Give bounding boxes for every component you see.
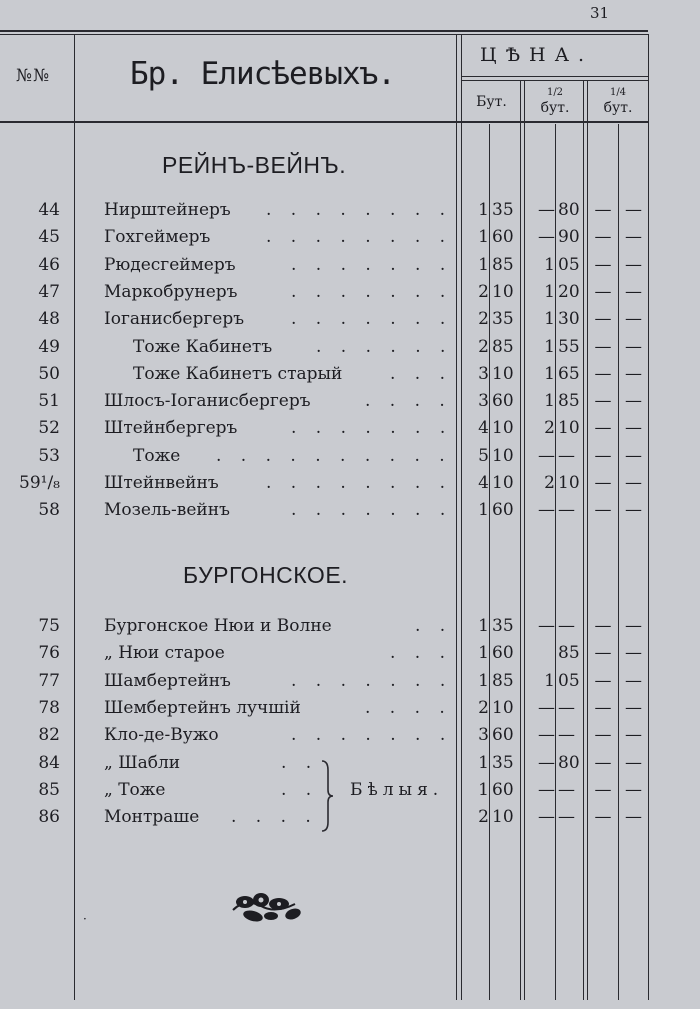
bottle-kopecks: 60 (492, 779, 514, 800)
margin-dot: · (83, 912, 87, 926)
half-rubles: — (538, 779, 555, 800)
half-rubles: 1 (544, 254, 555, 275)
half-kopecks: — (558, 725, 575, 746)
bottle-rubles: 1 (478, 200, 489, 220)
leader-dots: . . . . . . . (291, 254, 453, 275)
leader-dots: . . . . . . . (291, 500, 453, 521)
leader-dots: . . (281, 779, 319, 800)
price-header: ЦѢНА. (480, 44, 594, 66)
bottle-rubles: 3 (478, 363, 489, 384)
half-kopecks: — (558, 500, 575, 521)
list-item (0, 337, 700, 364)
leader-dots: . . . . . . . (291, 418, 453, 439)
half-kopecks: 80 (558, 200, 580, 220)
item-number: 82 (38, 725, 60, 746)
bottle-kopecks: 85 (492, 254, 514, 275)
item-number: 47 (38, 281, 60, 302)
item-number: 49 (38, 336, 60, 357)
bottle-kopecks: 10 (492, 697, 514, 718)
quarter-rubles: — (594, 697, 612, 718)
half-rubles: — (538, 227, 555, 248)
quarter-kopecks: — (625, 281, 642, 302)
quarter-kopecks: — (625, 254, 642, 275)
quarter-rubles: — (594, 363, 612, 384)
list-item (0, 473, 700, 500)
leader-dots: . . . . . . (316, 336, 453, 357)
col-half-fraction: 1/2 (546, 87, 564, 98)
half-kopecks: 30 (558, 309, 580, 330)
half-kopecks: 65 (558, 363, 580, 384)
quarter-rubles: — (594, 281, 612, 302)
leader-dots: . . . (390, 363, 453, 384)
quarter-kopecks: — (625, 807, 642, 828)
quarter-rubles: — (594, 616, 612, 636)
bottle-rubles: 1 (478, 643, 489, 664)
bottle-kopecks: 35 (492, 752, 514, 773)
col-quarter-header: бут. (603, 100, 633, 116)
leader-dots: . . . . . . . . (266, 473, 453, 493)
list-item (0, 725, 700, 752)
quarter-kopecks: — (625, 697, 642, 718)
half-kopecks: 10 (558, 473, 580, 493)
bottle-kopecks: 10 (492, 281, 514, 302)
half-rubles: — (538, 725, 555, 746)
white-wines-brace (320, 760, 334, 832)
half-rubles: 1 (544, 670, 555, 691)
list-item (0, 309, 700, 336)
list-item (0, 807, 700, 834)
quarter-rubles: — (594, 200, 612, 220)
half-rubles: 2 (544, 418, 555, 439)
bottle-kopecks: 60 (492, 500, 514, 521)
half-kopecks: — (558, 697, 575, 718)
quarter-kopecks: — (625, 391, 642, 412)
leader-dots: . . . . . . . . . . (216, 445, 452, 466)
bottle-kopecks: 60 (492, 643, 514, 664)
item-number: 78 (38, 697, 60, 718)
item-name: „ Нюи старое (104, 643, 225, 664)
quarter-kopecks: — (625, 643, 642, 664)
leader-dots: . . . . . . . . (266, 200, 453, 220)
bottle-rubles: 2 (478, 281, 489, 302)
quarter-kopecks: — (625, 725, 642, 746)
leader-dots: . . . . . . . (291, 281, 453, 302)
half-rubles: — (538, 500, 555, 521)
item-number: 75 (38, 616, 60, 636)
bottle-kopecks: 10 (492, 445, 514, 466)
half-kopecks: 85 (558, 391, 580, 412)
quarter-rubles: — (594, 473, 612, 493)
half-rubles: 1 (544, 391, 555, 412)
price-rule-2 (461, 80, 648, 81)
item-number: 76 (38, 643, 60, 664)
quarter-rubles: — (594, 227, 612, 248)
bottle-kopecks: 85 (492, 670, 514, 691)
number-column-header: №№ (16, 66, 51, 86)
bottle-rubles: 1 (478, 752, 489, 773)
half-kopecks: — (558, 445, 575, 466)
leader-dots: . . . . . . . (291, 725, 453, 746)
white-wines-note: Бѣлыя. (350, 780, 444, 800)
list-item (0, 643, 700, 670)
item-name: Штейнбергеръ (104, 418, 238, 439)
bottle-kopecks: 60 (492, 391, 514, 412)
half-rubles: 1 (544, 309, 555, 330)
item-name: „ Тоже (104, 779, 166, 800)
list-item (0, 391, 700, 418)
item-name: „ Шабли (104, 752, 181, 773)
item-name: Монтраше (104, 807, 200, 828)
item-number: 44 (38, 200, 60, 220)
bottle-rubles: 1 (478, 500, 489, 521)
quarter-kopecks: — (625, 670, 642, 691)
half-rubles: 1 (544, 281, 555, 302)
quarter-rubles: — (594, 725, 612, 746)
item-number: 59¹/₈ (19, 473, 60, 493)
bottle-rubles: 4 (478, 473, 489, 493)
half-rubles: 2 (544, 473, 555, 493)
half-rubles: — (538, 807, 555, 828)
item-name: Тоже (133, 445, 181, 466)
col-bottle-header: Бут. (476, 94, 507, 110)
col-quarter-fraction: 1/4 (609, 87, 627, 98)
bottle-kopecks: 35 (492, 200, 514, 220)
bottle-kopecks: 10 (492, 807, 514, 828)
list-item (0, 364, 700, 391)
bottle-rubles: 1 (478, 670, 489, 691)
bottle-rubles: 3 (478, 725, 489, 746)
list-item (0, 255, 700, 282)
item-number: 51 (38, 391, 60, 412)
bottle-rubles: 1 (478, 779, 489, 800)
quarter-rubles: — (594, 807, 612, 828)
section-title-rhine: РЕЙНЪ-ВЕЙНЪ. (162, 152, 347, 178)
quarter-kopecks: — (625, 616, 642, 636)
leader-dots: . . (415, 616, 453, 636)
item-name: Тоже Кабинетъ старый (133, 363, 343, 384)
quarter-rubles: — (594, 418, 612, 439)
quarter-rubles: — (594, 670, 612, 691)
item-name: Мозель-вейнъ (104, 500, 230, 521)
quarter-kopecks: — (625, 473, 642, 493)
bottle-kopecks: 85 (492, 336, 514, 357)
quarter-rubles: — (594, 336, 612, 357)
bottle-rubles: 3 (478, 391, 489, 412)
item-number: 84 (38, 752, 60, 773)
top-rule-2 (0, 34, 648, 35)
bottle-rubles: 1 (478, 254, 489, 275)
quarter-rubles: — (594, 752, 612, 773)
item-name: Іоганисбергеръ (104, 309, 245, 330)
section-title-burgundy: БУРГОНСКОЕ. (183, 562, 349, 588)
half-kopecks: — (558, 616, 575, 636)
leader-dots: . . . . . . . . (266, 227, 453, 248)
price-rule (461, 76, 648, 77)
item-number: 86 (38, 807, 60, 828)
item-name: Бургонское Нюи и Волне (104, 616, 332, 636)
item-number: 46 (38, 254, 60, 275)
leader-dots: . . . (390, 643, 453, 664)
bottle-kopecks: 35 (492, 309, 514, 330)
half-rubles: — (538, 752, 555, 773)
bottle-kopecks: 60 (492, 227, 514, 248)
floral-ornament-icon (225, 890, 305, 926)
list-item (0, 446, 700, 473)
item-name: Тоже Кабинетъ (133, 336, 273, 357)
leader-dots: . . . . (365, 697, 452, 718)
half-kopecks: 55 (558, 336, 580, 357)
bottle-rubles: 2 (478, 336, 489, 357)
item-name: Ниpштейнеpъ (104, 200, 231, 220)
list-item (0, 753, 700, 780)
leader-dots: . . . . . . . (291, 309, 453, 330)
half-kopecks: 80 (558, 752, 580, 773)
bottle-rubles: 4 (478, 418, 489, 439)
bottle-rubles: 5 (478, 445, 489, 466)
quarter-kopecks: — (625, 445, 642, 466)
quarter-rubles: — (594, 500, 612, 521)
quarter-kopecks: — (625, 227, 642, 248)
bottle-rubles: 1 (478, 227, 489, 248)
leader-dots: . . . . . . . (291, 670, 453, 691)
item-name: Маркобpунеpъ (104, 281, 238, 302)
list-item (0, 500, 700, 527)
bottle-rubles: 2 (478, 807, 489, 828)
list-item (0, 418, 700, 445)
leader-dots: . . . . (231, 807, 318, 828)
page-number: 31 (590, 4, 610, 22)
item-name: Рюдесгеймеpъ (104, 254, 236, 275)
item-name: Кло-де-Вужо (104, 725, 219, 746)
half-kopecks: — (558, 807, 575, 828)
item-name: Шембертейнъ лучшій (104, 697, 301, 718)
leader-dots: . . (281, 752, 319, 773)
item-name: Шлосъ-Іоганисбергеръ (104, 391, 311, 412)
list-item (0, 698, 700, 725)
bottle-kopecks: 10 (492, 473, 514, 493)
list-item (0, 616, 700, 643)
item-number: 85 (38, 779, 60, 800)
quarter-kopecks: — (625, 363, 642, 384)
half-kopecks: — (558, 779, 575, 800)
quarter-rubles: — (594, 254, 612, 275)
item-number: 58 (38, 500, 60, 521)
item-number: 77 (38, 670, 60, 691)
list-item (0, 671, 700, 698)
item-number: 53 (38, 445, 60, 466)
page-title: Бр. Елисѣевыхъ. (130, 56, 395, 92)
item-name: Гохгеймеpъ (104, 227, 211, 248)
bottle-kopecks: 35 (492, 616, 514, 636)
quarter-kopecks: — (625, 779, 642, 800)
quarter-rubles: — (594, 309, 612, 330)
quarter-kopecks: — (625, 500, 642, 521)
bottle-kopecks: 10 (492, 418, 514, 439)
item-number: 45 (38, 227, 60, 248)
bottle-rubles: 1 (478, 616, 489, 636)
header-rule (0, 121, 648, 123)
top-rule (0, 30, 648, 32)
quarter-kopecks: — (625, 752, 642, 773)
leader-dots: . . . . (365, 391, 452, 412)
bottle-kopecks: 10 (492, 363, 514, 384)
half-rubles: — (538, 200, 555, 220)
half-rubles: 1 (544, 336, 555, 357)
bottle-rubles: 2 (478, 309, 489, 330)
list-item (0, 282, 700, 309)
half-rubles: — (538, 616, 555, 636)
quarter-rubles: — (594, 391, 612, 412)
list-item (0, 227, 700, 254)
half-rubles: 1 (544, 363, 555, 384)
quarter-kopecks: — (625, 309, 642, 330)
half-kopecks: 05 (558, 254, 580, 275)
bottle-rubles: 2 (478, 697, 489, 718)
list-item (0, 200, 700, 227)
half-kopecks: 20 (558, 281, 580, 302)
quarter-rubles: — (594, 445, 612, 466)
half-kopecks: 90 (558, 227, 580, 248)
item-number: 48 (38, 309, 60, 330)
item-number: 50 (38, 363, 60, 384)
half-rubles: — (538, 697, 555, 718)
quarter-kopecks: — (625, 200, 642, 220)
quarter-kopecks: — (625, 336, 642, 357)
bottle-kopecks: 60 (492, 725, 514, 746)
col-half-header: бут. (540, 100, 570, 116)
half-rubles: — (538, 445, 555, 466)
quarter-rubles: — (594, 779, 612, 800)
half-kopecks: 05 (558, 670, 580, 691)
quarter-rubles: — (594, 643, 612, 664)
half-kopecks: 10 (558, 418, 580, 439)
item-name: Шамбертейнъ (104, 670, 231, 691)
item-number: 52 (38, 418, 60, 439)
item-name: Штейнвейнъ (104, 473, 219, 493)
half-kopecks: 85 (558, 643, 580, 664)
quarter-kopecks: — (625, 418, 642, 439)
